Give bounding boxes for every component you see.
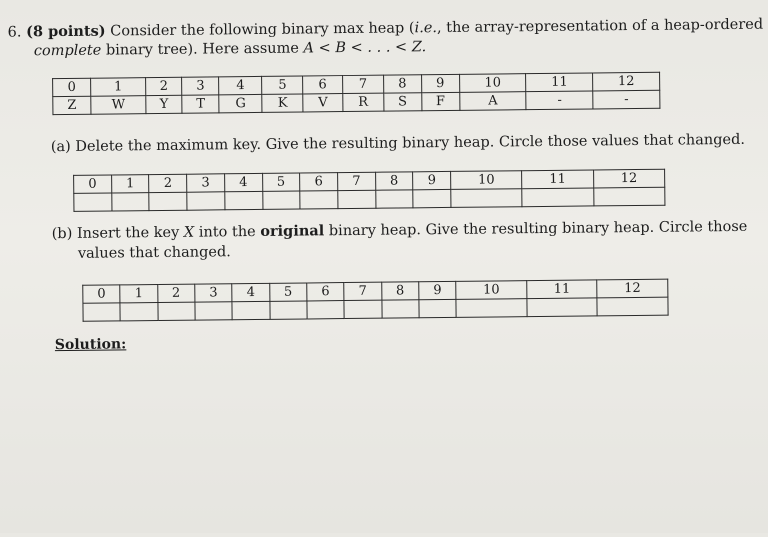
part-b-index-cell-0: 0 <box>83 285 121 303</box>
part-a-index-cell-9: 9 <box>413 171 451 189</box>
part-b-mid: into the <box>194 223 261 241</box>
original-value-cell-9: F <box>421 92 459 110</box>
original-index-cell-9: 9 <box>421 74 459 92</box>
problem-text-1: Consider the following binary max heap ( <box>105 20 415 40</box>
part-b-value-cell-6 <box>307 301 345 319</box>
part-b-suffix: binary heap. Give the resulting binary heap. Circle those <box>324 218 748 240</box>
part-b-index-cell-9: 9 <box>419 281 457 299</box>
original-index-cell-0: 0 <box>53 78 91 96</box>
part-a-index-cell-12: 12 <box>593 169 665 188</box>
original-index-cell-2: 2 <box>145 77 182 95</box>
part-a-value-cell-1 <box>111 193 149 211</box>
part-b-index-cell-12: 12 <box>597 279 668 298</box>
part-b-index-cell-5: 5 <box>269 283 307 301</box>
original-heap-table <box>52 72 660 115</box>
part-b-index-cell-7: 7 <box>344 282 382 300</box>
problem-number: 6. <box>7 24 22 41</box>
part-a-value-cell-0 <box>74 193 112 211</box>
part-b-value-cell-7 <box>344 300 382 318</box>
part-a-index-cell-2: 2 <box>149 174 187 192</box>
part-a-value-cell-11 <box>522 188 593 207</box>
part-a-index-cell-11: 11 <box>522 170 593 189</box>
solution-label: Solution: <box>54 336 127 354</box>
part-a-index-cell-4: 4 <box>224 173 262 191</box>
part-a-value-cell-7 <box>338 190 376 208</box>
original-index-cell-4: 4 <box>219 76 263 94</box>
part-a-value-cell-5 <box>262 191 300 209</box>
part-b-index-cell-3: 3 <box>195 284 233 302</box>
part-a-index-cell-3: 3 <box>187 174 225 192</box>
part-b-index-cell-11: 11 <box>527 280 598 299</box>
part-b-value-cell-1 <box>120 303 158 321</box>
part-b-value-cell-4 <box>232 301 270 319</box>
part-b-value-cell-0 <box>83 303 121 321</box>
part-b-value-cell-8 <box>382 300 420 318</box>
part-b-value-cell-12 <box>597 297 668 316</box>
original-value-cell-6: V <box>303 94 343 112</box>
problem-text-2: binary tree). Here assume <box>101 40 304 59</box>
part-b-text-2: values that changed. <box>77 244 231 262</box>
part-a-value-cell-10 <box>451 189 522 208</box>
part-a-value-cell-6 <box>300 191 338 209</box>
part-a-index-cell-1: 1 <box>111 175 149 193</box>
part-b-index-cell-1: 1 <box>120 285 158 303</box>
original-value-cell-4: G <box>219 94 263 112</box>
part-a-index-cell-8: 8 <box>375 172 413 190</box>
part-a-index-cell-7: 7 <box>338 172 376 190</box>
part-b-value-cell-9 <box>419 299 457 317</box>
original-value-cell-2: Y <box>146 95 183 113</box>
part-b-index-cell-4: 4 <box>232 283 270 301</box>
problem-points: (8 points) <box>25 22 106 41</box>
original-index-cell-3: 3 <box>182 77 219 95</box>
part-b-index-cell-10: 10 <box>456 281 527 300</box>
part-a-text: (a) Delete the maximum key. Give the resulting binary heap. Circle those values that changed. <box>50 131 746 156</box>
part-b-value-cell-3 <box>195 302 233 320</box>
part-b-value-cell-5 <box>270 301 308 319</box>
original-value-cell-7: R <box>343 93 384 111</box>
part-a-index-cell-6: 6 <box>300 173 338 191</box>
part-a-value-cell-4 <box>225 191 263 209</box>
part-a-value-cell-9 <box>413 189 451 207</box>
part-b-prefix: (b) Insert the key <box>51 224 184 243</box>
original-value-cell-12: - <box>593 90 660 109</box>
part-b-value-cell-11 <box>527 298 598 317</box>
original-value-cell-1: W <box>91 96 146 115</box>
original-index-cell-10: 10 <box>459 74 526 93</box>
part-a-index-cell-10: 10 <box>451 171 522 190</box>
part-a-value-cell-8 <box>375 190 413 208</box>
original-value-cell-3: T <box>182 95 219 113</box>
part-a-table <box>73 169 665 212</box>
original-index-cell-11: 11 <box>526 73 593 92</box>
problem-complete: complete <box>33 42 102 60</box>
original-index-cell-5: 5 <box>262 76 303 94</box>
part-a-value-cell-2 <box>149 192 187 210</box>
part-b-value-cell-10 <box>456 299 527 318</box>
part-b-emph: original <box>260 222 325 240</box>
part-b-index-cell-2: 2 <box>157 284 195 302</box>
original-index-cell-7: 7 <box>342 75 383 93</box>
part-b-text-1 <box>52 218 748 243</box>
problem-line-2 <box>34 38 427 60</box>
part-a-value-cell-12 <box>593 187 665 206</box>
problem-assumption: A < B < . . . < Z. <box>303 39 427 57</box>
part-a-value-cell-3 <box>187 192 225 210</box>
original-value-cell-11: - <box>526 91 593 110</box>
part-b-value-cell-2 <box>158 302 196 320</box>
original-index-cell-8: 8 <box>383 75 421 93</box>
original-index-cell-1: 1 <box>91 78 146 97</box>
original-index-cell-6: 6 <box>303 76 343 94</box>
original-value-cell-0: Z <box>53 96 91 114</box>
part-a-index-cell-5: 5 <box>262 173 300 191</box>
original-value-cell-8: S <box>384 93 422 111</box>
original-value-cell-5: K <box>262 94 303 112</box>
part-b-index-cell-6: 6 <box>307 283 345 301</box>
part-b-index-cell-8: 8 <box>381 282 419 300</box>
problem-text-1-end: , the array-representation of a heap-ordered <box>436 16 764 37</box>
part-b-key: X <box>183 224 195 241</box>
problem-ie: i.e. <box>414 20 438 37</box>
original-index-cell-12: 12 <box>593 72 660 91</box>
part-a-index-cell-0: 0 <box>74 175 112 193</box>
part-b-table <box>82 279 668 322</box>
original-value-cell-10: A <box>459 92 526 111</box>
